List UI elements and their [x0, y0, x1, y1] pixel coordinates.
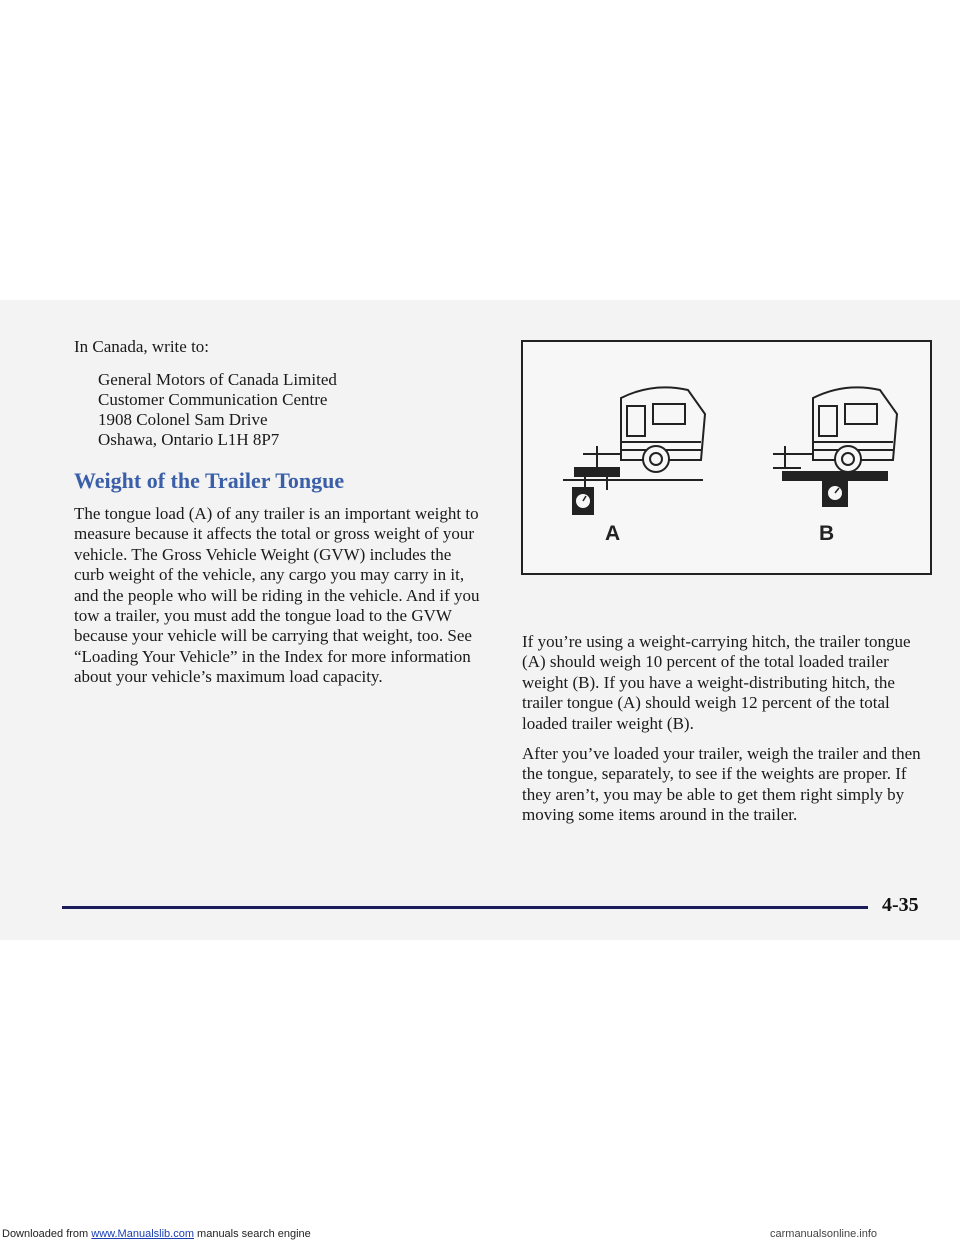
weigh-trailer-paragraph: After you’ve loaded your trailer, weigh the trailer and then the tongue, separately, to see if the weights are proper. If they aren’t, you may be able to get them right simply by moving some items around in the trailer. [522, 744, 921, 825]
address-line: Oshawa, Ontario L1H 8P7 [98, 430, 280, 449]
footer-source [2, 1227, 311, 1242]
hitch-percent-paragraph: If you’re using a weight-carrying hitch, the trailer tongue (A) should weigh 10 percent of the total loaded trailer weight (B). If you have a weight-distributing hitch, the trailer tongue (A) should weigh 12 percent of the total loaded trailer weight (B). [522, 632, 911, 733]
left-column [74, 336, 484, 688]
trailer-weighing-illustration [521, 340, 932, 575]
tongue-load-paragraph: The tongue load (A) of any trailer is an important weight to measure because it affects the total or gross weight of your vehicle. The Gross Vehicle Weight (GVW) includes the curb weight of the vehicle, any cargo you may carry in it, and the people who will be riding in the vehicle. And if you tow a trailer, you must add the tongue load to the GVW because your vehicle will be carrying that weight, too. See “Loading Your Vehicle” in the Index for more information about your vehicle’s maximum load capacity. [74, 504, 480, 687]
address-line: 1908 Colonel Sam Drive [98, 410, 268, 429]
page-number: 4-35 [882, 894, 919, 916]
footer-prefix: Downloaded from [2, 1228, 92, 1240]
intro-text: In Canada, write to: [74, 337, 210, 356]
mailing-address [98, 370, 484, 450]
download-footer [0, 1227, 960, 1242]
address-line: General Motors of Canada Limited [98, 370, 337, 389]
section-title: Weight of the Trailer Tongue [74, 468, 345, 493]
trailer-b-drawing [773, 387, 897, 506]
footer-watermark: carmanualsonline.info [770, 1228, 878, 1240]
figure-label-b: B [819, 522, 835, 545]
footer-suffix: manuals search engine [193, 1228, 311, 1240]
figure-label-a: A [605, 522, 621, 545]
manualslib-link[interactable]: www.Manualslib.com [91, 1228, 194, 1240]
trailer-illustration-svg [523, 342, 930, 573]
address-line: Customer Communication Centre [98, 390, 328, 409]
trailer-a-drawing [563, 387, 705, 514]
right-column [522, 632, 934, 836]
footer-rule [62, 906, 868, 909]
